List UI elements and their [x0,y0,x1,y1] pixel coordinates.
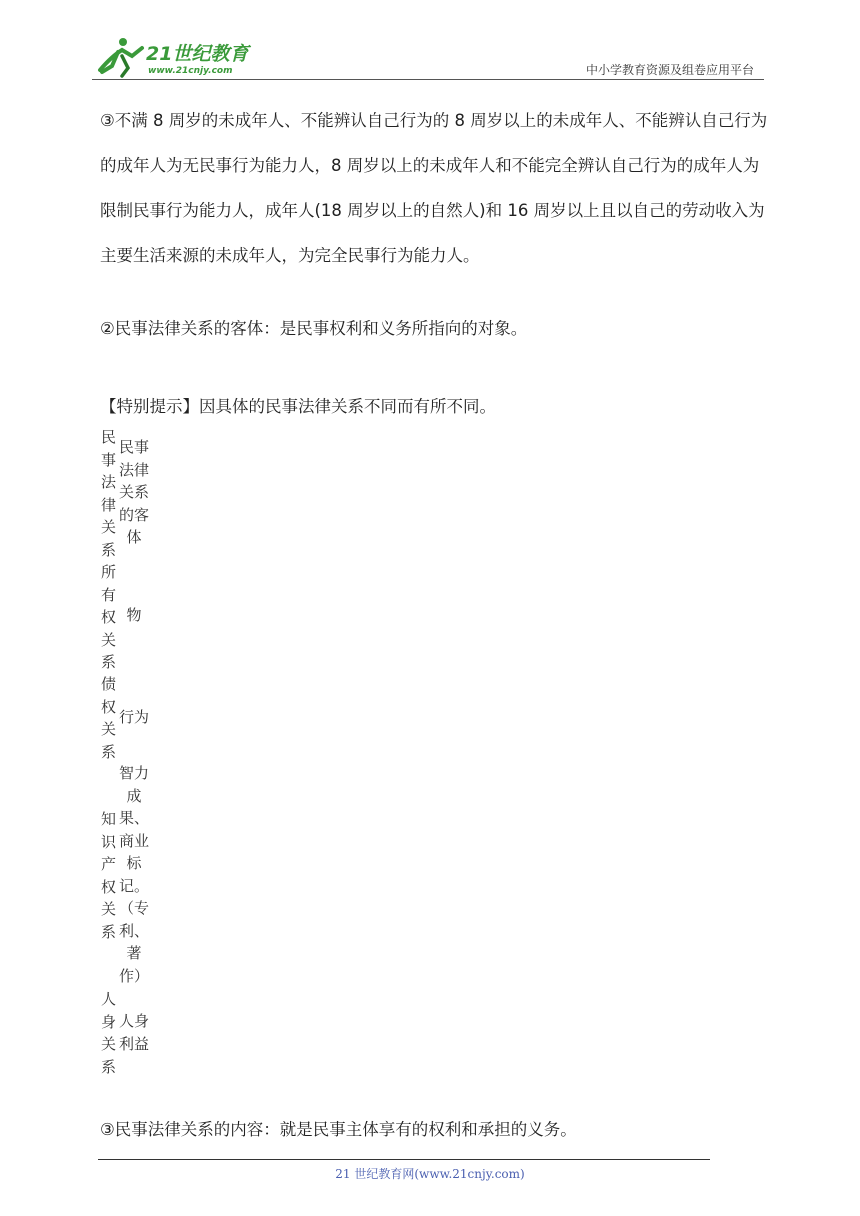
footer-divider [98,1159,710,1160]
table-row-object: 智力成果、商业标记。（专利、著作） [118,764,149,985]
special-tip-paragraph: 【特别提示】因具体的民事法律关系不同而有所不同。 [100,397,496,416]
object-definition-paragraph: ②民事法律关系的客体：是民事权利和义务所指向的对象。 [100,319,528,338]
footer-text: 21 世纪教育网(www.21cnjy.com) [335,1167,525,1181]
table-header-object: 民事法律关系的客体 [118,438,149,546]
table-row-object: 物 [126,606,142,624]
platform-title: 中小学教育资源及组卷应用平台 [585,63,754,77]
capacity-paragraph: ③不满 8 周岁的未成年人、不能辨认自己行为的 8 周岁以上的未成年人、不能辨认自己行为的成年人为无民事行为能力人，8 周岁以上的未成年人和不能完全辨认自己行为的成年人为限制民事行为能力人，成年人(18 周岁以上的自然人)和 16 周岁以上且以自己的劳动收入为主要生活来源的未成年人，为完全民事行为能力人。 [100,111,768,265]
table-row-relation: 知识产权关系 [100,810,116,941]
logo-url: www.21cnjy.com [148,66,233,76]
table-row-object: 行为 [118,708,149,726]
table-row-relation: 人身关系 [100,990,116,1076]
table-row-relation: 所有权关系 [100,563,116,671]
table-row-object: 人身利益 [118,1012,149,1053]
content-definition-paragraph: ③民事法律关系的内容：就是民事主体享有的权利和承担的义务。 [100,1120,577,1139]
header-divider [92,79,764,80]
logo-text: 21世纪教育 [146,43,249,65]
table-row-relation: 债权关系 [100,675,116,761]
site-logo [92,36,267,78]
table-header-relation: 民事法律关系 [100,428,116,559]
logo-graphic [92,36,267,78]
